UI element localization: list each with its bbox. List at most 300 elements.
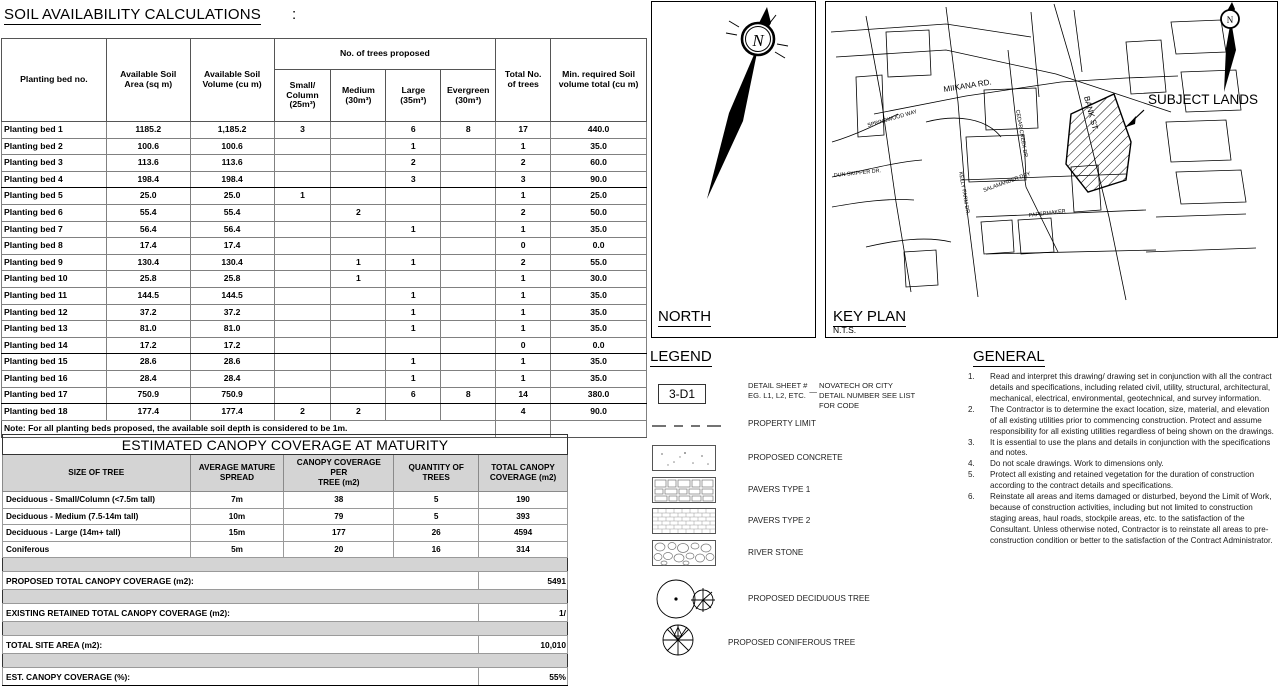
soil-cell-small [274,254,331,271]
canopy-spacer-cell [3,558,568,572]
soil-cell-medium [331,155,386,172]
keyplan-scale: N.T.S. [833,325,857,335]
table-row [2,387,647,404]
soil-cell-evergreen [441,221,496,238]
soil-cell-bed: Planting bed 18 [2,404,107,421]
soil-cell-evergreen [441,354,496,371]
general-note-text: Read and interpret this drawing/ drawing set in conjunction with all the contract details and specifications, including related civil, utility, structural, architectural, mechanical, electrical, environmental, geotechnical, and survey information. [990,372,1272,403]
soil-col-trees-group: No. of trees proposed [274,39,496,70]
soil-cell-minvol: 35.0 [551,354,647,371]
soil-cell-area: 130.4 [106,254,190,271]
legend-row-detail-code [650,381,970,415]
canopy-cell-spread: 10m [190,508,284,525]
soil-cell-medium [331,238,386,255]
soil-cell-bed: Planting bed 13 [2,321,107,338]
soil-cell-large [386,404,441,421]
general-note-number: 5. [968,470,975,480]
soil-cell-bed: Planting bed 5 [2,188,107,205]
soil-cell-large [386,204,441,221]
soil-cell-small: 3 [274,122,331,139]
soil-cell-total: 1 [496,370,551,387]
soil-cell-large [386,188,441,205]
canopy-spacer-row [3,590,568,604]
street-label-dun-skipper: DUN SKIPPER DR. [833,168,882,179]
table-row [2,370,647,387]
soil-cell-evergreen: 8 [441,387,496,404]
soil-cell-large: 2 [386,155,441,172]
street-label-miikana: MIIKANA RD. [942,77,993,94]
soil-cell-large: 3 [386,171,441,188]
table-row [2,404,647,421]
general-note-item [968,492,1278,547]
soil-cell-volume: 81.0 [190,321,274,338]
canopy-spacer-cell [3,654,568,668]
soil-cell-area: 25.0 [106,188,190,205]
canopy-col-per-tree: CANOPY COVERAGE PER TREE (m2) [284,455,394,492]
soil-calculations-title-colon: : [292,6,297,23]
soil-cell-area: 177.4 [106,404,190,421]
soil-cell-total: 14 [496,387,551,404]
deciduous-tree-icon [652,578,724,620]
coniferous-tree-icon [656,622,716,660]
soil-cell-volume: 750.9 [190,387,274,404]
soil-cell-minvol: 35.0 [551,370,647,387]
soil-cell-small: 1 [274,188,331,205]
legend-row-deciduous-tree [650,578,970,620]
soil-cell-small [274,321,331,338]
pavers2-swatch-icon [652,508,716,534]
soil-cell-minvol: 35.0 [551,304,647,321]
table-row [2,321,647,338]
soil-cell-evergreen [441,254,496,271]
soil-cell-minvol: 25.0 [551,188,647,205]
general-note-text: Reinstate all areas and items damaged or disturbed, beyond the Limit of Work, because of construction activities, including but not limited to construction staging areas, haul roads, stockpile areas, etc. to the satisfaction of the Consultant. Unless otherwise noted, Contractor is to reinstate all areas to pre-construction condition or better to the satisfaction of the Contract Administrator. [990,492,1273,545]
soil-cell-small [274,370,331,387]
soil-cell-evergreen [441,404,496,421]
canopy-summary-row [3,636,568,654]
table-row [3,508,568,525]
general-note-item [968,470,1278,492]
soil-cell-volume: 113.6 [190,155,274,172]
canopy-cell-qty: 5 [394,508,479,525]
compass-letter-n: N [752,31,764,50]
soil-cell-evergreen [441,171,496,188]
soil-cell-total: 1 [496,321,551,338]
soil-cell-evergreen [441,155,496,172]
soil-cell-volume: 28.4 [190,370,274,387]
soil-cell-total: 3 [496,171,551,188]
soil-col-small: Small/ Column (25m³) [274,70,331,122]
soil-cell-large: 6 [386,122,441,139]
soil-cell-total: 4 [496,404,551,421]
soil-cell-area: 55.4 [106,204,190,221]
soil-cell-medium: 2 [331,204,386,221]
general-note-text: Protect all existing and retained vegetation for the duration of construction according to the contract details and specifications. [990,470,1255,491]
canopy-summary-value: 55% [479,668,568,686]
soil-calculations-title: SOIL AVAILABILITY CALCULATIONS [4,6,261,23]
soil-cell-medium [331,370,386,387]
soil-cell-small [274,238,331,255]
canopy-summary-label: EXISTING RETAINED TOTAL CANOPY COVERAGE (m2): [3,604,479,622]
soil-cell-medium [331,171,386,188]
svg-text:N: N [1226,15,1234,25]
table-row [2,221,647,238]
soil-cell-total: 1 [496,221,551,238]
soil-table-body [2,122,647,421]
keyplan-north-arrow-icon [1221,2,1239,92]
canopy-cell-per_tree: 79 [284,508,394,525]
canopy-cell-size: Deciduous - Small/Column (<7.5m tall) [3,492,191,509]
table-row [2,304,647,321]
soil-col-bed: Planting bed no. [2,39,107,122]
soil-col-area: Available Soil Area (sq m) [106,39,190,122]
soil-cell-area: 100.6 [106,138,190,155]
general-note-number: 2. [968,404,975,414]
soil-cell-large: 1 [386,221,441,238]
soil-cell-total: 17 [496,122,551,139]
canopy-summary-body [3,558,568,686]
general-notes-title: GENERAL [973,348,1045,365]
canopy-summary-value: 10,010 [479,636,568,654]
soil-cell-minvol: 50.0 [551,204,647,221]
soil-cell-total: 2 [496,204,551,221]
street-label-salamander: SALAMANDER DRY [982,171,1032,194]
soil-cell-small [274,171,331,188]
canopy-spacer-cell [3,622,568,636]
canopy-title-row [3,435,568,455]
canopy-spacer-cell [3,590,568,604]
general-note-item [968,438,1278,460]
general-note-item [968,405,1278,438]
canopy-col-spread: AVERAGE MATURE SPREAD [190,455,284,492]
legend-row-pavers1 [650,477,970,505]
general-note-item [968,372,1278,405]
soil-cell-medium [331,354,386,371]
soil-cell-bed: Planting bed 7 [2,221,107,238]
legend-row-pavers2 [650,508,970,536]
legend-label-concrete: PROPOSED CONCRETE [748,453,843,462]
soil-cell-small [274,155,331,172]
table-row [2,238,647,255]
soil-cell-volume: 1,185.2 [190,122,274,139]
soil-cell-small [274,287,331,304]
canopy-table-body [3,492,568,558]
soil-cell-total: 1 [496,138,551,155]
soil-cell-medium [331,287,386,304]
canopy-cell-size: Deciduous - Large (14m+ tall) [3,525,191,542]
table-row [3,492,568,509]
soil-cell-small [274,271,331,288]
table-row [2,287,647,304]
soil-cell-minvol: 60.0 [551,155,647,172]
general-note-number: 4. [968,459,975,469]
soil-cell-area: 28.4 [106,370,190,387]
soil-availability-table [1,38,647,438]
soil-cell-total: 0 [496,238,551,255]
street-label-cedar-creek: CEDAR CREEK DR. [1014,109,1029,160]
soil-col-volume: Available Soil Volume (cu m) [190,39,274,122]
soil-cell-medium: 2 [331,404,386,421]
legend-row-concrete [650,445,970,473]
soil-cell-large: 1 [386,254,441,271]
street-label-bank: BANK ST. [1082,95,1100,132]
table-row [2,122,647,139]
legend-label-deciduous-tree: PROPOSED DECIDUOUS TREE [748,594,870,603]
soil-cell-evergreen [441,204,496,221]
legend-label-coniferous-tree: PROPOSED CONIFEROUS TREE [728,638,856,647]
table-row [2,171,647,188]
soil-cell-bed: Planting bed 9 [2,254,107,271]
soil-cell-bed: Planting bed 11 [2,287,107,304]
soil-cell-minvol: 35.0 [551,221,647,238]
soil-cell-area: 37.2 [106,304,190,321]
river-stone-swatch-icon [652,540,716,566]
soil-cell-large [386,271,441,288]
soil-cell-area: 81.0 [106,321,190,338]
soil-cell-medium: 1 [331,271,386,288]
soil-cell-total: 2 [496,254,551,271]
soil-cell-medium [331,337,386,354]
legend-label-river-stone: RIVER STONE [748,548,804,557]
soil-cell-medium [331,188,386,205]
soil-cell-minvol: 380.0 [551,387,647,404]
soil-col-large: Large (35m³) [386,70,441,122]
soil-cell-total: 1 [496,271,551,288]
soil-cell-area: 17.4 [106,238,190,255]
soil-cell-bed: Planting bed 2 [2,138,107,155]
soil-cell-volume: 177.4 [190,404,274,421]
soil-cell-minvol: 90.0 [551,171,647,188]
canopy-summary-value: 1/ [479,604,568,622]
soil-cell-large: 1 [386,138,441,155]
soil-cell-small [274,337,331,354]
soil-cell-medium [331,387,386,404]
general-note-number: 1. [968,372,975,381]
soil-col-total-trees: Total No. of trees [496,39,551,122]
keyplan-label: KEY PLAN [833,308,907,325]
soil-cell-volume: 25.8 [190,271,274,288]
north-label: NORTH [658,308,712,325]
soil-cell-total: 1 [496,354,551,371]
legend-label-property-limit: PROPERTY LIMIT [748,419,816,428]
soil-cell-medium [331,304,386,321]
table-row [2,354,647,371]
canopy-spacer-row [3,558,568,572]
general-note-number: 3. [968,437,975,447]
canopy-cell-qty: 16 [394,541,479,558]
canopy-cell-qty: 26 [394,525,479,542]
soil-cell-area: 1185.2 [106,122,190,139]
detail-code-box: 3-D1 [658,384,706,404]
soil-col-medium: Medium (30m³) [331,70,386,122]
canopy-title: ESTIMATED CANOPY COVERAGE AT MATURITY [3,435,568,455]
soil-cell-evergreen [441,138,496,155]
canopy-cell-spread: 7m [190,492,284,509]
table-row [3,525,568,542]
canopy-cell-total: 393 [479,508,568,525]
keyplan-street-network [831,4,1259,300]
soil-cell-volume: 144.5 [190,287,274,304]
soil-cell-total: 1 [496,304,551,321]
soil-cell-bed: Planting bed 6 [2,204,107,221]
canopy-spacer-row [3,654,568,668]
soil-cell-large: 1 [386,354,441,371]
soil-cell-small [274,304,331,321]
soil-cell-small [274,138,331,155]
canopy-col-size: SIZE OF TREE [3,455,191,492]
canopy-summary-row [3,604,568,622]
general-note-text: The Contractor is to determine the exact location, size, material, and elevation of all existing utilities prior to commencing construction. Protect and assume responsibility for all existing utilities regardless of being shown on the drawings. [990,404,1274,436]
soil-cell-bed: Planting bed 12 [2,304,107,321]
canopy-cell-size: Coniferous [3,541,191,558]
soil-cell-evergreen [441,304,496,321]
canopy-cell-total: 190 [479,492,568,509]
soil-cell-small [274,204,331,221]
street-label-kelly-farm: KELLY FARM DR. [957,171,971,216]
soil-cell-volume: 55.4 [190,204,274,221]
soil-cell-area: 56.4 [106,221,190,238]
soil-col-evergreen: Evergreen (30m³) [441,70,496,122]
concrete-swatch-icon [652,445,716,471]
table-row [2,138,647,155]
canopy-cell-size: Deciduous - Medium (7.5-14m tall) [3,508,191,525]
canopy-cell-spread: 5m [190,541,284,558]
street-label-springwood: SPRINGWOOD WAY [866,109,918,129]
soil-cell-small [274,354,331,371]
soil-cell-volume: 28.6 [190,354,274,371]
soil-cell-evergreen: 8 [441,122,496,139]
soil-cell-volume: 37.2 [190,304,274,321]
legend-row-property-limit [650,418,970,438]
canopy-spacer-row [3,622,568,636]
soil-cell-minvol: 55.0 [551,254,647,271]
detail-code-note: DETAIL SHEET # EG. L1, L2, ETC. — NOVATECH OR CITY DETAIL NUMBER SEE LIST FOR CODE [748,381,916,410]
soil-cell-total: 0 [496,337,551,354]
canopy-col-total: TOTAL CANOPY COVERAGE (m2) [479,455,568,492]
soil-cell-area: 25.8 [106,271,190,288]
canopy-col-qty: QUANTITY OF TREES [394,455,479,492]
soil-cell-bed: Planting bed 14 [2,337,107,354]
soil-cell-minvol: 440.0 [551,122,647,139]
soil-cell-minvol: 0.0 [551,337,647,354]
soil-cell-area: 113.6 [106,155,190,172]
soil-cell-area: 144.5 [106,287,190,304]
soil-cell-evergreen [441,238,496,255]
canopy-cell-total: 314 [479,541,568,558]
canopy-cell-per_tree: 177 [284,525,394,542]
general-note-number: 6. [968,492,975,502]
soil-cell-area: 17.2 [106,337,190,354]
soil-cell-medium [331,138,386,155]
soil-cell-evergreen [441,337,496,354]
soil-cell-evergreen [441,321,496,338]
soil-cell-volume: 100.6 [190,138,274,155]
table-row [2,271,647,288]
soil-cell-minvol: 35.0 [551,287,647,304]
subject-lands-label: SUBJECT LANDS [1148,92,1259,107]
table-row [2,188,647,205]
soil-cell-bed: Planting bed 16 [2,370,107,387]
general-note-item [968,459,1278,470]
legend-label-pavers2: PAVERS TYPE 2 [748,516,811,525]
soil-cell-bed: Planting bed 17 [2,387,107,404]
subject-lands-parcel [1066,94,1131,192]
canopy-summary-label: PROPOSED TOTAL CANOPY COVERAGE (m2): [3,572,479,590]
legend-row-coniferous-tree [650,622,970,660]
soil-header-row-top [2,39,647,70]
soil-cell-large: 1 [386,321,441,338]
soil-cell-minvol: 0.0 [551,238,647,255]
street-label-papermaker: PAPERMAKER [1028,208,1067,219]
legend-label-pavers1: PAVERS TYPE 1 [748,485,811,494]
canopy-coverage-table [2,434,568,686]
soil-cell-medium: 1 [331,254,386,271]
soil-cell-total: 1 [496,188,551,205]
canopy-cell-qty: 5 [394,492,479,509]
soil-cell-area: 28.6 [106,354,190,371]
soil-cell-small [274,387,331,404]
canopy-summary-label: TOTAL SITE AREA (m2): [3,636,479,654]
soil-cell-minvol: 90.0 [551,404,647,421]
soil-cell-bed: Planting bed 15 [2,354,107,371]
soil-cell-minvol: 35.0 [551,321,647,338]
table-row [2,337,647,354]
legend-row-river-stone [650,540,970,568]
soil-cell-volume: 56.4 [190,221,274,238]
soil-cell-minvol: 30.0 [551,271,647,288]
soil-cell-total: 1 [496,287,551,304]
canopy-cell-per_tree: 38 [284,492,394,509]
soil-cell-volume: 25.0 [190,188,274,205]
soil-cell-volume: 17.2 [190,337,274,354]
soil-cell-evergreen [441,188,496,205]
canopy-summary-label: EST. CANOPY COVERAGE (%): [3,668,479,686]
soil-note: Note: For all planting beds proposed, the available soil depth is considered to be 1m. [2,420,496,437]
keyplan-map [826,2,1277,302]
pavers1-swatch-icon [652,477,716,503]
soil-cell-evergreen [441,370,496,387]
soil-cell-medium [331,122,386,139]
soil-cell-large: 6 [386,387,441,404]
soil-col-min-volume: Min. required Soil volume total (cu m) [551,39,647,122]
canopy-header-row [3,455,568,492]
general-note-text: Do not scale drawings. Work to dimensions only. [990,459,1164,469]
canopy-cell-total: 4594 [479,525,568,542]
soil-cell-large [386,238,441,255]
table-row [2,204,647,221]
soil-cell-large: 1 [386,287,441,304]
soil-cell-evergreen [441,271,496,288]
canopy-summary-row [3,668,568,686]
north-arrow-icon [651,1,816,301]
dashed-line-icon [650,422,722,430]
general-notes-list [968,372,1278,547]
soil-cell-bed: Planting bed 4 [2,171,107,188]
soil-cell-large: 1 [386,370,441,387]
soil-cell-total: 2 [496,155,551,172]
soil-cell-volume: 130.4 [190,254,274,271]
general-note-text: It is essential to use the plans and details in conjunction with the specifications and notes. [990,437,1271,458]
soil-cell-area: 750.9 [106,387,190,404]
soil-cell-large: 1 [386,304,441,321]
table-row [2,254,647,271]
soil-cell-bed: Planting bed 1 [2,122,107,139]
soil-cell-small: 2 [274,404,331,421]
soil-cell-bed: Planting bed 10 [2,271,107,288]
soil-cell-medium [331,321,386,338]
soil-cell-bed: Planting bed 3 [2,155,107,172]
canopy-summary-value: 5491 [479,572,568,590]
